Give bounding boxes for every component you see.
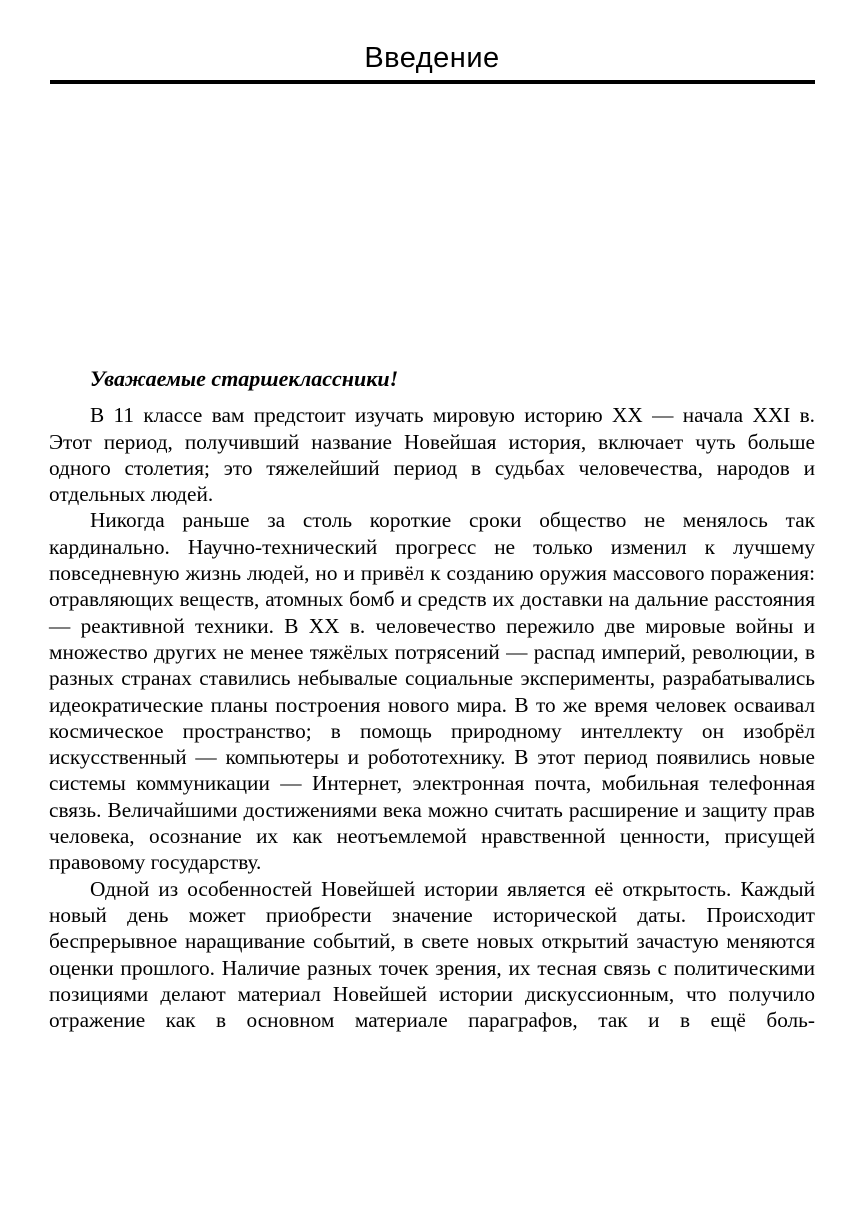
- title-rule: [50, 80, 815, 84]
- paragraph-1: В 11 классе вам предстоит изучать мировую историю XX — начала XXI в. Этот период, получивший название Новейшая история, включает чуть больше одного столетия; это тяжелейший период в судьбах человечества, народов и отдельных людей.: [49, 403, 815, 507]
- page-title: Введение: [364, 42, 500, 74]
- paragraph-3: Одной из особенностей Новейшей истории является её открытость. Каждый новый день может приобрести значение исторической даты. Происходит беспрерывное наращивание событий, в свете новых открытий зачастую меняются оценки прошлого. Наличие разных точек зрения, их тесная связь с политическими позициями делают материал Новейшей истории дискуссионным, что получило отражение как в основном материале параграфов, так и в ещё боль-: [49, 876, 815, 1033]
- salutation: Уважаемые старшеклассники!: [90, 366, 399, 391]
- paragraph-2: Никогда раньше за столь короткие сроки общество не менялось так кардинально. Научно-технический прогресс не только изменил к лучшему повседневную жизнь людей, но и привёл к созданию оружия массового поражения: отравляющих веществ, атомных бомб и средств их доставки на дальние расстояния — реактивной техники. В XX в. человечество пережило две мировые войны и множество других не менее тяжёлых потрясений — распад империй, революции, в разных странах ставились небывалые социальные эксперименты, разрабатывались идеократические планы построения нового мира. В то же время человек осваивал космическое пространство; в помощь природному интеллекту он изобрёл искусственный — компьютеры и робототехнику. В этот период появились новые системы коммуникации — Интернет, электронная почта, мобильная телефонная связь. Величайшими достижениями века можно считать расширение и защиту прав человека, осознание их как неотъемлемой нравственной ценности, присущей правовому государству.: [49, 508, 815, 875]
- body-text: [49, 366, 815, 1033]
